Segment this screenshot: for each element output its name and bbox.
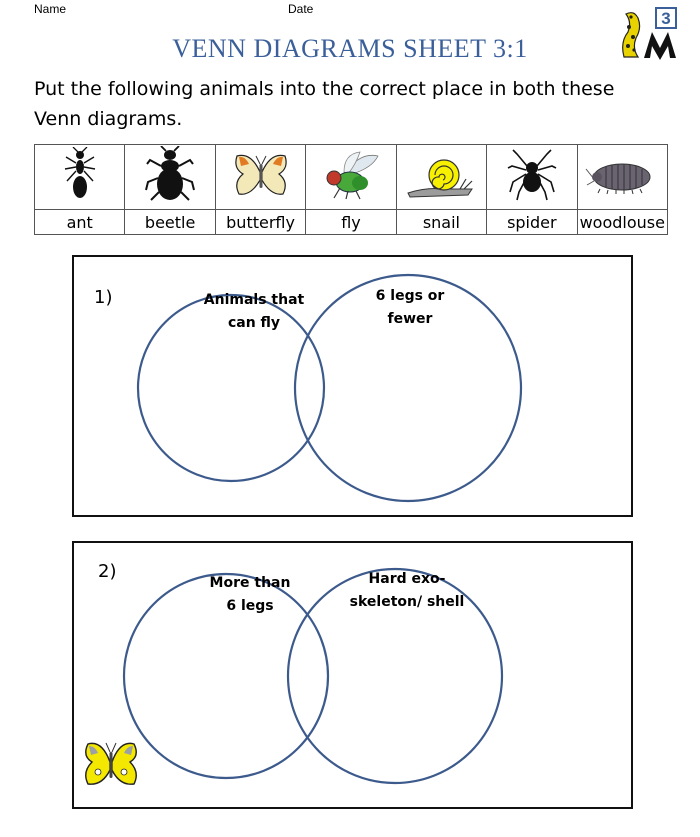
spider-icon [507, 148, 557, 202]
animal-name: snail [396, 210, 486, 235]
beetle-cell [125, 145, 215, 210]
beetle-icon [145, 146, 195, 204]
animal-name: fly [306, 210, 396, 235]
woodlouse-icon [584, 155, 660, 195]
butterfly-icon [231, 150, 291, 200]
venn-2-left-label: More than 6 legs [209, 575, 291, 614]
animal-name: ant [35, 210, 125, 235]
animal-name: butterfly [215, 210, 305, 235]
date-label: Date [288, 2, 314, 16]
snail-cell [396, 145, 486, 210]
venn-1-right-label: 6 legs or fewer [375, 288, 445, 327]
venn-2-right-label: Hard exo- skeleton/ shell [349, 571, 465, 610]
venn-1-left-label: Animals that can fly [203, 292, 305, 331]
venn-diagram-2 [72, 541, 633, 809]
butterfly-cell [215, 145, 305, 210]
animal-table [34, 144, 668, 235]
fly-cell [306, 145, 396, 210]
name-label: Name [34, 2, 67, 16]
instructions-text: Put the following animals into the correct place in both these Venn diagrams. [34, 78, 615, 130]
logo-number: 3 [661, 9, 671, 28]
animal-name: woodlouse [577, 210, 667, 235]
venn-circles-1 [74, 257, 631, 515]
fly-icon [320, 150, 382, 200]
venn-2-number: 2) [98, 561, 117, 582]
ant-cell [35, 145, 125, 210]
butterfly-decoration-icon [82, 738, 140, 790]
snail-icon [406, 151, 476, 199]
animal-name: beetle [125, 210, 215, 235]
animal-name: spider [487, 210, 577, 235]
woodlouse-cell [577, 145, 667, 210]
venn-diagram-1 [72, 255, 633, 517]
spider-cell [487, 145, 577, 210]
sheet-title: VENN DIAGRAMS SHEET 3:1 [172, 34, 528, 63]
ant-icon [60, 147, 100, 203]
venn-1-number: 1) [94, 287, 113, 308]
